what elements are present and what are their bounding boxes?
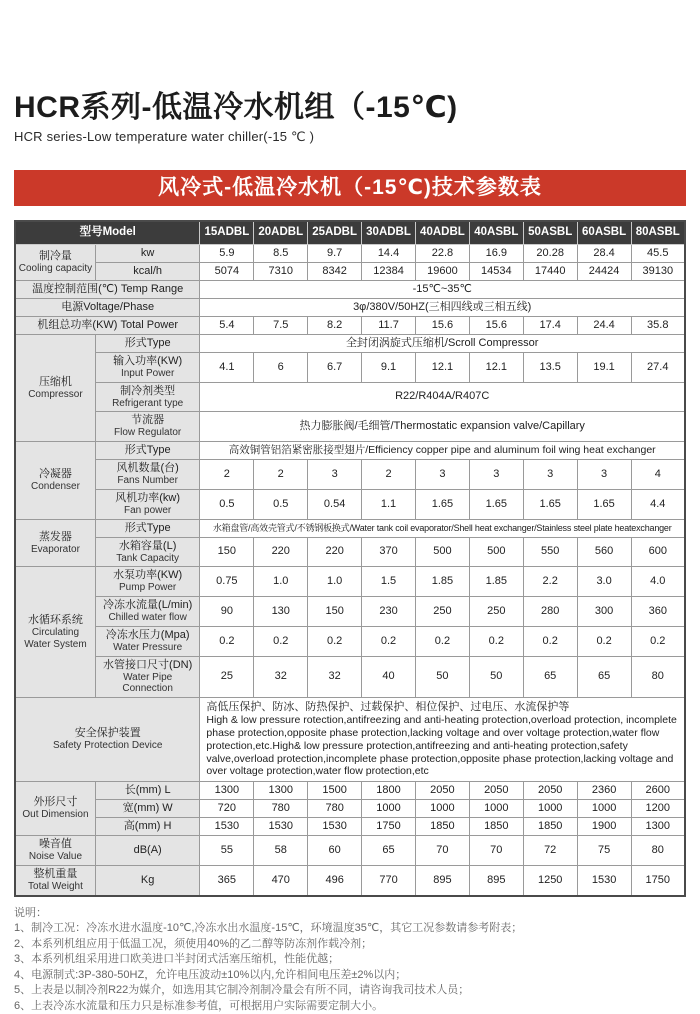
row-label: 高(mm) H bbox=[95, 818, 200, 836]
spec-value: 600 bbox=[631, 537, 685, 567]
spec-value: 32 bbox=[308, 656, 362, 698]
spec-value: 13.5 bbox=[523, 352, 577, 382]
spec-value: 230 bbox=[362, 597, 416, 627]
model-header-cell: 60ASBL bbox=[577, 221, 631, 245]
spec-value: 1.0 bbox=[308, 567, 362, 597]
spec-value: 1.65 bbox=[577, 489, 631, 519]
spec-value: 75 bbox=[577, 836, 631, 866]
spec-value: 0.2 bbox=[415, 626, 469, 656]
spec-value: 16.9 bbox=[469, 245, 523, 263]
spec-value: 360 bbox=[631, 597, 685, 627]
row-label: Kg bbox=[95, 865, 200, 895]
row-group-label: 水循环系统 Circulating Water System bbox=[15, 567, 95, 698]
spec-value: 2 bbox=[254, 460, 308, 490]
spec-value: 19600 bbox=[415, 262, 469, 280]
spec-value: 9.7 bbox=[308, 245, 362, 263]
spec-value: 9.1 bbox=[362, 352, 416, 382]
row-label: dB(A) bbox=[95, 836, 200, 866]
spec-value: 2050 bbox=[523, 782, 577, 800]
spec-merged-value: -15℃~35℃ bbox=[200, 280, 685, 298]
spec-value: 32 bbox=[254, 656, 308, 698]
row-label: 宽(mm) W bbox=[95, 800, 200, 818]
spec-value: 720 bbox=[200, 800, 254, 818]
row-group-label: 冷凝器 Condenser bbox=[15, 442, 95, 520]
spec-value: 5074 bbox=[200, 262, 254, 280]
table-row bbox=[15, 298, 685, 316]
spec-value: 1.5 bbox=[362, 567, 416, 597]
spec-value: 2 bbox=[362, 460, 416, 490]
spec-value: 8342 bbox=[308, 262, 362, 280]
spec-value: 0.2 bbox=[308, 626, 362, 656]
row-label: 风机数量(台) Fans Number bbox=[95, 460, 200, 490]
spec-merged-value: 水箱盘管/高效壳管式/不锈钢板换式/Water tank coil evaporator/Shell heat exchanger/Stainless steel plate heatexchanger bbox=[200, 519, 685, 537]
spec-value: 0.2 bbox=[469, 626, 523, 656]
spec-value: 0.2 bbox=[254, 626, 308, 656]
spec-value: 0.2 bbox=[631, 626, 685, 656]
spec-value: 3 bbox=[577, 460, 631, 490]
table-row bbox=[15, 442, 685, 460]
row-label: 水泵功率(KW) Pump Power bbox=[95, 567, 200, 597]
spec-value: 470 bbox=[254, 865, 308, 895]
spec-value: 1530 bbox=[308, 818, 362, 836]
row-label: 节流器 Flow Regulator bbox=[95, 412, 200, 442]
table-row bbox=[15, 352, 685, 382]
spec-value: 1.65 bbox=[415, 489, 469, 519]
row-group-label: 整机重量 Total Weight bbox=[15, 865, 95, 895]
spec-value: 70 bbox=[415, 836, 469, 866]
spec-value: 45.5 bbox=[631, 245, 685, 263]
spec-value: 27.4 bbox=[631, 352, 685, 382]
model-header-cell: 30ADBL bbox=[362, 221, 416, 245]
spec-value: 550 bbox=[523, 537, 577, 567]
spec-value: 1750 bbox=[631, 865, 685, 895]
spec-merged-value: 高低压保护、防冰、防热保护、过载保护、相位保护、过电压、水流保护等 High & low pressure rotection,antifreezing and anti-heating protection,overload protection, incomplete phase protection,opposite phase protection,lacking voltage and over voltage protection,water flow protection,etc.High& low pressure protection,antifreezing and anti-heating protection,safety valve,overload protection,incomplete phase protection,opposite phase protection,lacking voltage and over voltage protection,water flow protection,etc bbox=[200, 698, 685, 782]
table-row bbox=[15, 537, 685, 567]
spec-value: 0.5 bbox=[254, 489, 308, 519]
spec-value: 80 bbox=[631, 836, 685, 866]
spec-value: 0.2 bbox=[362, 626, 416, 656]
spec-value: 1000 bbox=[415, 800, 469, 818]
spec-value: 0.5 bbox=[200, 489, 254, 519]
row-group-label: 蒸发器 Evaporator bbox=[15, 519, 95, 567]
table-row bbox=[15, 316, 685, 334]
spec-value: 0.75 bbox=[200, 567, 254, 597]
spec-value: 1200 bbox=[631, 800, 685, 818]
table-row bbox=[15, 412, 685, 442]
spec-value: 24424 bbox=[577, 262, 631, 280]
spec-value: 1.0 bbox=[254, 567, 308, 597]
spec-value: 39130 bbox=[631, 262, 685, 280]
table-row bbox=[15, 865, 685, 895]
note-item: 3、本系列机组采用进口欧美进口半封闭式活塞压缩机，性能优越； bbox=[14, 953, 340, 966]
spec-value: 1530 bbox=[254, 818, 308, 836]
table-row bbox=[15, 626, 685, 656]
spec-value: 6 bbox=[254, 352, 308, 382]
spec-value: 365 bbox=[200, 865, 254, 895]
note-item: 5、上表是以制冷剂R22为媒介，如选用其它制冷剂制冷量会有所不同，请咨询我司技术人员； bbox=[14, 984, 470, 997]
spec-value: 65 bbox=[362, 836, 416, 866]
spec-value: 28.4 bbox=[577, 245, 631, 263]
spec-value: 4.0 bbox=[631, 567, 685, 597]
spec-value: 1.1 bbox=[362, 489, 416, 519]
notes-section bbox=[14, 906, 686, 1014]
row-label: 制冷剂类型 Refrigerant type bbox=[95, 382, 200, 412]
spec-value: 4.1 bbox=[200, 352, 254, 382]
spec-value: 58 bbox=[254, 836, 308, 866]
row-label: 冷冻水压力(Mpa) Water Pressure bbox=[95, 626, 200, 656]
table-row bbox=[15, 382, 685, 412]
spec-value: 220 bbox=[254, 537, 308, 567]
spec-value: 11.7 bbox=[362, 316, 416, 334]
spec-merged-value: 高效铜管铝箔紧密胀接型翅片/Efficiency copper pipe and aluminum foil wing heat exchanger bbox=[200, 442, 685, 460]
row-label: 形式Type bbox=[95, 519, 200, 537]
spec-value: 6.7 bbox=[308, 352, 362, 382]
spec-value: 60 bbox=[308, 836, 362, 866]
spec-value: 70 bbox=[469, 836, 523, 866]
spec-value: 5.9 bbox=[200, 245, 254, 263]
spec-value: 1.85 bbox=[469, 567, 523, 597]
spec-value: 1530 bbox=[577, 865, 631, 895]
table-row bbox=[15, 567, 685, 597]
spec-value: 5.4 bbox=[200, 316, 254, 334]
row-label: 安全保护装置 Safety Protection Device bbox=[15, 698, 200, 782]
spec-merged-value: R22/R404A/R407C bbox=[200, 382, 685, 412]
spec-value: 250 bbox=[469, 597, 523, 627]
spec-value: 500 bbox=[415, 537, 469, 567]
spec-value: 1000 bbox=[577, 800, 631, 818]
row-group-label: 制冷量 Cooling capacity bbox=[15, 245, 95, 281]
spec-value: 500 bbox=[469, 537, 523, 567]
spec-value: 220 bbox=[308, 537, 362, 567]
spec-value: 17440 bbox=[523, 262, 577, 280]
row-label: 水管接口尺寸(DN) Water Pipe Connection bbox=[95, 656, 200, 698]
spec-merged-value: 3φ/380V/50HZ(三相四线或三相五线) bbox=[200, 298, 685, 316]
spec-value: 50 bbox=[415, 656, 469, 698]
table-row bbox=[15, 280, 685, 298]
title-block bbox=[14, 0, 686, 145]
spec-value: 280 bbox=[523, 597, 577, 627]
spec-value: 0.2 bbox=[200, 626, 254, 656]
spec-value: 3 bbox=[308, 460, 362, 490]
spec-value: 90 bbox=[200, 597, 254, 627]
spec-value: 65 bbox=[577, 656, 631, 698]
spec-value: 4.4 bbox=[631, 489, 685, 519]
spec-value: 65 bbox=[523, 656, 577, 698]
spec-value: 1530 bbox=[200, 818, 254, 836]
spec-value: 55 bbox=[200, 836, 254, 866]
notes-title: 说明： bbox=[14, 906, 47, 919]
spec-value: 370 bbox=[362, 537, 416, 567]
table-row bbox=[15, 656, 685, 698]
note-item: 4、电源制式:3P-380-50HZ，允许电压波动±10%以内,允许相间电压差±2%以内； bbox=[14, 968, 407, 981]
row-label: 长(mm) L bbox=[95, 782, 200, 800]
spec-value: 15.6 bbox=[469, 316, 523, 334]
spec-value: 7.5 bbox=[254, 316, 308, 334]
spec-value: 1000 bbox=[469, 800, 523, 818]
spec-value: 15.6 bbox=[415, 316, 469, 334]
spec-value: 8.5 bbox=[254, 245, 308, 263]
row-label: 输入功率(KW) Input Power bbox=[95, 352, 200, 382]
spec-value: 1800 bbox=[362, 782, 416, 800]
spec-value: 12.1 bbox=[415, 352, 469, 382]
spec-value: 1850 bbox=[415, 818, 469, 836]
row-label: 形式Type bbox=[95, 442, 200, 460]
table-row bbox=[15, 782, 685, 800]
spec-value: 2 bbox=[200, 460, 254, 490]
page-title: HCR系列-低温冷水机组（-15℃) bbox=[14, 91, 458, 124]
table-row bbox=[15, 245, 685, 263]
note-item: 6、上表冷冻水流量和压力只是标准参考值，可根据用户实际需要定制大小。 bbox=[14, 999, 384, 1012]
row-label: 风机功率(kw) Fan power bbox=[95, 489, 200, 519]
model-header-cell: 15ADBL bbox=[200, 221, 254, 245]
spec-value: 1300 bbox=[631, 818, 685, 836]
note-item: 1、制冷工况：冷冻水进水温度-10℃,冷冻水出水温度-15℃，环境温度35℃，其它工况参数请参考附表； bbox=[14, 922, 523, 935]
spec-value: 2050 bbox=[469, 782, 523, 800]
spec-value: 150 bbox=[308, 597, 362, 627]
spec-value: 2.2 bbox=[523, 567, 577, 597]
spec-value: 780 bbox=[254, 800, 308, 818]
row-label: 机组总功率(KW) Total Power bbox=[15, 316, 200, 334]
model-header-cell: 40ADBL bbox=[415, 221, 469, 245]
row-label: 冷冻水流量(L/min) Chilled water flow bbox=[95, 597, 200, 627]
spec-table bbox=[14, 220, 686, 897]
row-label: 温度控制范围(℃) Temp Range bbox=[15, 280, 200, 298]
spec-value: 1000 bbox=[362, 800, 416, 818]
model-header-cell: 50ASBL bbox=[523, 221, 577, 245]
spec-value: 40 bbox=[362, 656, 416, 698]
table-row bbox=[15, 800, 685, 818]
table-row bbox=[15, 818, 685, 836]
spec-value: 150 bbox=[200, 537, 254, 567]
spec-value: 1000 bbox=[523, 800, 577, 818]
spec-value: 3.0 bbox=[577, 567, 631, 597]
spec-value: 14534 bbox=[469, 262, 523, 280]
spec-value: 7310 bbox=[254, 262, 308, 280]
spec-value: 14.4 bbox=[362, 245, 416, 263]
row-label: kw bbox=[95, 245, 200, 263]
spec-value: 80 bbox=[631, 656, 685, 698]
model-header-cell: 40ASBL bbox=[469, 221, 523, 245]
spec-value: 2050 bbox=[415, 782, 469, 800]
row-label: 形式Type bbox=[95, 334, 200, 352]
spec-value: 3 bbox=[415, 460, 469, 490]
spec-value: 24.4 bbox=[577, 316, 631, 334]
spec-value: 496 bbox=[308, 865, 362, 895]
spec-value: 0.2 bbox=[523, 626, 577, 656]
table-row bbox=[15, 334, 685, 352]
section-banner: 风冷式-低温冷水机（-15℃)技术参数表 bbox=[14, 170, 686, 206]
spec-value: 3 bbox=[523, 460, 577, 490]
model-header-cell: 20ADBL bbox=[254, 221, 308, 245]
row-group-label: 外形尺寸 Out Dimension bbox=[15, 782, 95, 836]
row-group-label: 压缩机 Compressor bbox=[15, 334, 95, 441]
spec-merged-value: 热力膨胀阀/毛细管/Thermostatic expansion valve/Capillary bbox=[200, 412, 685, 442]
spec-value: 12.1 bbox=[469, 352, 523, 382]
spec-value: 17.4 bbox=[523, 316, 577, 334]
spec-value: 19.1 bbox=[577, 352, 631, 382]
table-row bbox=[15, 597, 685, 627]
model-header-label: 型号Model bbox=[15, 221, 200, 245]
spec-value: 2360 bbox=[577, 782, 631, 800]
spec-value: 770 bbox=[362, 865, 416, 895]
spec-value: 895 bbox=[469, 865, 523, 895]
row-group-label: 噪音值 Noise Value bbox=[15, 836, 95, 866]
table-row bbox=[15, 519, 685, 537]
spec-merged-value: 全封闭涡旋式压缩机/Scroll Compressor bbox=[200, 334, 685, 352]
spec-value: 2600 bbox=[631, 782, 685, 800]
spec-value: 130 bbox=[254, 597, 308, 627]
spec-value: 0.2 bbox=[577, 626, 631, 656]
note-item: 2、本系列机组应用于低温工况，须使用40%的乙二醇等防冻剂作载冷剂； bbox=[14, 937, 373, 950]
table-row bbox=[15, 698, 685, 782]
spec-value: 300 bbox=[577, 597, 631, 627]
model-header-cell: 80ASBL bbox=[631, 221, 685, 245]
table-row bbox=[15, 262, 685, 280]
spec-value: 560 bbox=[577, 537, 631, 567]
spec-value: 1.65 bbox=[523, 489, 577, 519]
spec-value: 1500 bbox=[308, 782, 362, 800]
page-subtitle: HCR series-Low temperature water chiller(-15 ℃ ) bbox=[14, 129, 315, 144]
spec-value: 780 bbox=[308, 800, 362, 818]
spec-value: 35.8 bbox=[631, 316, 685, 334]
spec-value: 12384 bbox=[362, 262, 416, 280]
spec-value: 1.85 bbox=[415, 567, 469, 597]
row-label: 电源Voltage/Phase bbox=[15, 298, 200, 316]
spec-value: 22.8 bbox=[415, 245, 469, 263]
spec-value: 4 bbox=[631, 460, 685, 490]
table-row bbox=[15, 460, 685, 490]
spec-value: 1850 bbox=[523, 818, 577, 836]
row-label: 水箱容量(L) Tank Capacity bbox=[95, 537, 200, 567]
row-label: kcal/h bbox=[95, 262, 200, 280]
spec-value: 0.54 bbox=[308, 489, 362, 519]
spec-value: 3 bbox=[469, 460, 523, 490]
model-header-cell: 25ADBL bbox=[308, 221, 362, 245]
spec-value: 1300 bbox=[254, 782, 308, 800]
table-row bbox=[15, 489, 685, 519]
spec-value: 1250 bbox=[523, 865, 577, 895]
spec-value: 1.65 bbox=[469, 489, 523, 519]
spec-value: 1750 bbox=[362, 818, 416, 836]
spec-value: 1900 bbox=[577, 818, 631, 836]
spec-value: 50 bbox=[469, 656, 523, 698]
spec-value: 250 bbox=[415, 597, 469, 627]
spec-value: 895 bbox=[415, 865, 469, 895]
spec-value: 25 bbox=[200, 656, 254, 698]
spec-value: 1300 bbox=[200, 782, 254, 800]
table-row bbox=[15, 836, 685, 866]
spec-value: 72 bbox=[523, 836, 577, 866]
spec-value: 1850 bbox=[469, 818, 523, 836]
model-header-row bbox=[15, 221, 685, 245]
spec-value: 20.28 bbox=[523, 245, 577, 263]
spec-value: 8.2 bbox=[308, 316, 362, 334]
